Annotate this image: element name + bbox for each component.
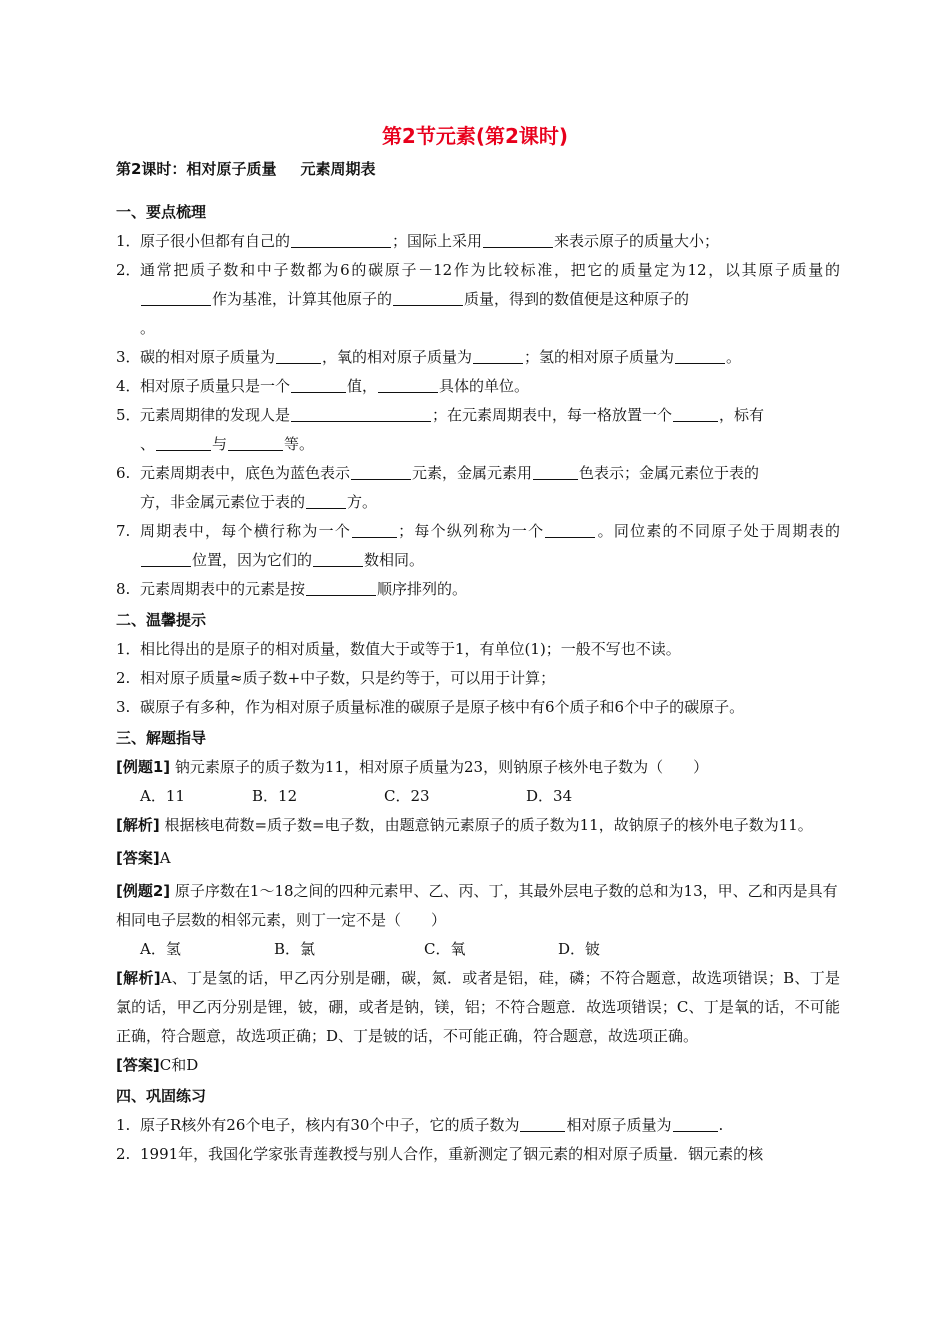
section3-heading: 三、解题指导 — [116, 729, 207, 747]
blank[interactable] — [141, 289, 211, 306]
blank[interactable] — [291, 376, 346, 393]
blank[interactable] — [673, 1115, 718, 1132]
subtitle-part2: 元素周期表 — [300, 160, 376, 178]
list-item: 2. 1991年，我国化学家张青莲教授与别人合作，重新测定了铟元素的相对原子质量．铟元素的核 — [116, 1145, 764, 1163]
example-1-options — [116, 782, 840, 811]
subtitle-part1: 第2课时：相对原子质量 — [116, 160, 277, 178]
example-1-answer: [答案]A — [116, 849, 171, 867]
blank[interactable] — [393, 289, 463, 306]
list-item: 2． 通常把质子数和中子数都为6的碳原子－12作为比较标准，把它的质量定为12，以其原子质量的作为基准，计算其他原子的 质量，得到的数值便是这种原子的 。 — [116, 261, 840, 337]
page-subtitle — [116, 158, 375, 179]
option: A．氢 — [140, 940, 181, 958]
blank[interactable] — [533, 463, 578, 480]
list-item: 5． 元素周期律的发现人是 ；在元素周期表中，每一格放置一个 ，标有 、 与 等。 — [116, 406, 765, 453]
list-item: 6. 元素周期表中，底色为蓝色表示 元素，金属元素用 色表示；金属元素位于表的 方，非金属元素位于表的 方。 — [116, 464, 760, 511]
section2-heading: 二、温馨提示 — [116, 611, 207, 629]
example-2-question: [例题2] 原子序数在1～18之间的四种元素甲、乙、丙、丁，其最外层电子数的总和为13，甲、乙和丙是具有相同电子层数的相邻元素，则丁一定不是（ ） — [116, 882, 838, 929]
blank[interactable] — [673, 405, 718, 422]
blank[interactable] — [306, 579, 376, 596]
blank[interactable] — [352, 521, 397, 538]
blank[interactable] — [306, 492, 346, 509]
blank[interactable] — [378, 376, 438, 393]
blank[interactable] — [520, 1115, 565, 1132]
blank[interactable] — [291, 231, 391, 248]
blank[interactable] — [141, 550, 191, 567]
list-item: 2. 相对原子质量≈质子数+中子数，只是约等于，可以用于计算； — [116, 669, 556, 687]
example-2-analysis: [解析]A、丁是氢的话，甲乙丙分别是硼，碳，氮．或者是铝，硅，磷；不符合题意，故选项错误；B、丁是氯的话，甲乙丙分别是锂，铍，硼，或者是钠，镁，铝；不符合题意．故选项错误；C、丁是氧的话，不可能正确，符合题意，故选项正确；D、丁是铍的话，不可能正确，符合题意，故选项正确。 — [116, 969, 840, 1045]
example-1-question: [例题1] 钠元素原子的质子数为11，相对原子质量为23，则钠原子核外电子数为（ ） — [116, 758, 709, 776]
blank[interactable] — [228, 434, 283, 451]
blank[interactable] — [276, 347, 321, 364]
blank[interactable] — [483, 231, 553, 248]
blank[interactable] — [313, 550, 363, 567]
blank[interactable] — [675, 347, 725, 364]
list-item: 8. 元素周期表中的元素是按 顺序排列的。 — [116, 580, 468, 598]
option: A．11 — [140, 787, 185, 805]
blank[interactable] — [545, 521, 595, 538]
section4-heading: 四、巩固练习 — [116, 1087, 207, 1105]
option: B．12 — [252, 787, 298, 805]
list-item: 1． 原子很小但都有自己的 ；国际上采用 来表示原子的质量大小； — [116, 232, 720, 250]
list-item: 3． 碳的相对原子质量为 ，氧的相对原子质量为 ；氢的相对原子质量为 。 — [116, 348, 742, 366]
section1-heading: 一、要点梳理 — [116, 203, 207, 221]
list-item: 1． 相比得出的是原子的相对质量，数值大于或等于1，有单位(1)；一般不写也不读。 — [116, 640, 681, 658]
document-body — [116, 196, 840, 1169]
option: B．氯 — [274, 940, 316, 958]
blank[interactable] — [351, 463, 411, 480]
list-item: 4． 相对原子质量只是一个 值， 具体的单位。 — [116, 377, 530, 395]
list-item: 7. 周期表中，每个横行称为一个 ；每个纵列称为一个 。同位素的不同原子处于周期表的位置，因为它们的 数相同。 — [116, 522, 840, 569]
example-2-answer: [答案]C和D — [116, 1056, 199, 1074]
option: C．23 — [384, 787, 430, 805]
option: D．34 — [526, 787, 573, 805]
list-item: 3. 碳原子有多种，作为相对原子质量标准的碳原子是原子核中有6个质子和6个中子的碳原子。 — [116, 698, 745, 716]
list-item: 1. 原子R核外有26个电子，核内有30个中子，它的质子数为 相对原子质量为 . — [116, 1116, 724, 1134]
page-title: 第2节元素(第2课时) — [381, 124, 569, 148]
example-2-options — [116, 935, 840, 964]
blank[interactable] — [473, 347, 523, 364]
blank[interactable] — [156, 434, 211, 451]
blank[interactable] — [291, 405, 431, 422]
example-1-analysis: [解析] 根据核电荷数=质子数=电子数，由题意钠元素原子的质子数为11，故钠原子的核外电子数为11。 — [116, 816, 813, 834]
option: D．铍 — [558, 940, 601, 958]
option: C．氧 — [424, 940, 466, 958]
